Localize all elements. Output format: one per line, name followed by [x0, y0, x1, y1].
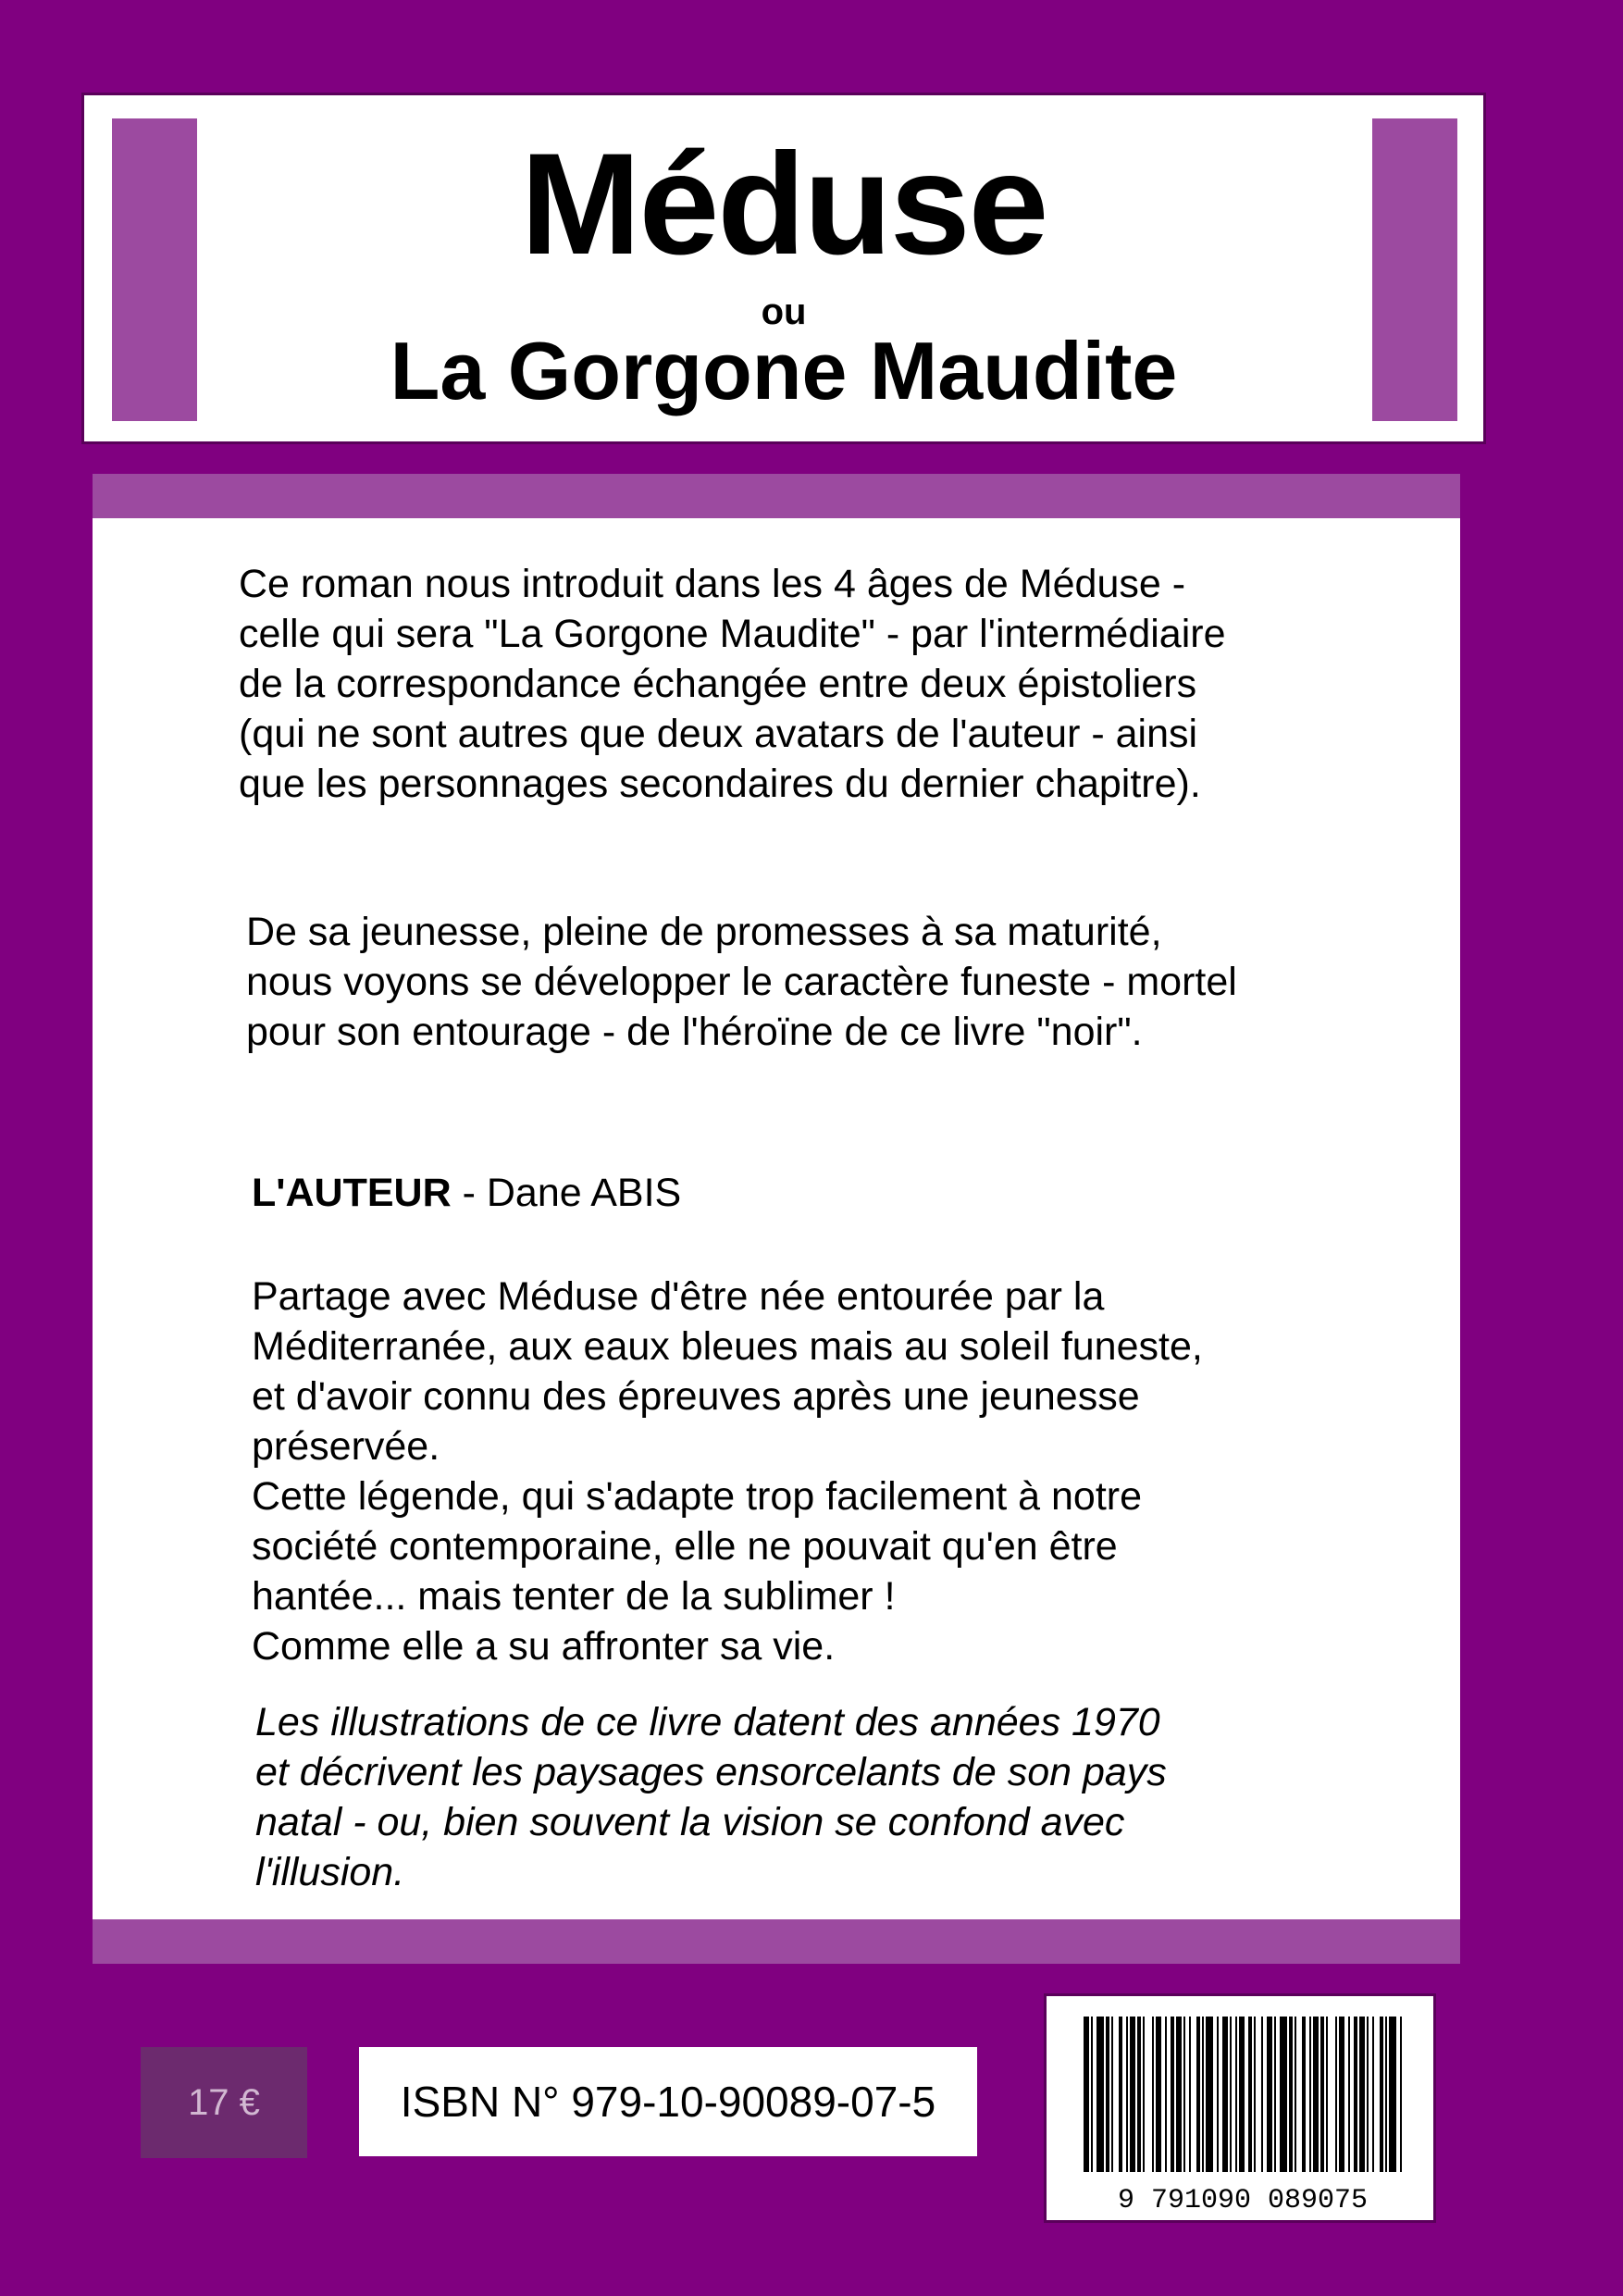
barcode-bar [1130, 2017, 1135, 2172]
barcode-bar [1091, 2017, 1093, 2172]
barcode-bar [1156, 2017, 1161, 2172]
barcode-bar [1274, 2017, 1276, 2172]
isbn-label: ISBN N° 979-10-90089-07-5 [359, 2047, 977, 2156]
barcode [1044, 1993, 1436, 2223]
barcode-bar [1171, 2017, 1174, 2172]
barcode-bar [1126, 2017, 1128, 2172]
barcode-bar [1354, 2017, 1357, 2172]
barcode-bar [1295, 2017, 1296, 2172]
barcode-bar [1202, 2017, 1204, 2172]
barcode-bar [1189, 2017, 1191, 2172]
barcode-bar [1309, 2017, 1311, 2172]
illustrations-note: Les illustrations de ce livre datent des années 1970 et décrivent les paysages ensorcelants de son pays natal - ou, bien souvent la vision se confond avec l'illusion. [255, 1700, 1167, 1894]
barcode-bar [1235, 2017, 1237, 2172]
barcode-bar [1111, 2017, 1113, 2172]
barcode-bar [1348, 2017, 1350, 2172]
summary-panel [93, 474, 1460, 1964]
barcode-bar [1380, 2017, 1383, 2172]
barcode-bar [1106, 2017, 1109, 2172]
author-bio: Partage avec Méduse d'être née entourée par la Méditerranée, aux eaux bleues mais au soleil funeste, et d'avoir connu des épreuves après une jeunesse préservée. Cette légende, qui s'adapte trop facilement à notre société contemporaine, elle ne pouvait qu'en être hantée... mais tenter de la sublimer ! Comme elle a su affronter sa vie. [252, 1274, 1203, 1669]
author-name: - Dane ABIS [451, 1171, 682, 1215]
barcode-bar [1119, 2017, 1122, 2172]
barcode-bar [1152, 2017, 1154, 2172]
barcode-bar [1339, 2017, 1344, 2172]
barcode-bar [1400, 2017, 1402, 2172]
barcode-bar [1359, 2017, 1365, 2172]
synopsis-paragraph-2: De sa jeunesse, pleine de promesses à sa maturité, nous voyons se développer le caractère funeste - mortel pour son entourage - de l'héroïne de ce livre "noir". [246, 910, 1237, 1054]
barcode-bar [1289, 2017, 1293, 2172]
barcode-bar [1206, 2017, 1213, 2172]
barcode-bar [1261, 2017, 1263, 2172]
barcode-bar [1143, 2017, 1145, 2172]
barcode-bar [1222, 2017, 1228, 2172]
barcode-bar [1239, 2017, 1245, 2172]
barcode-bar [1176, 2017, 1182, 2172]
barcode-bar [1302, 2017, 1306, 2172]
author-heading [252, 1168, 1418, 1218]
author-label: L'AUTEUR [252, 1171, 452, 1215]
barcode-bar [1280, 2017, 1287, 2172]
barcode-bar [1320, 2017, 1324, 2172]
title-box [81, 93, 1486, 444]
barcode-bar [1254, 2017, 1256, 2172]
barcode-bar [1313, 2017, 1319, 2172]
barcode-bar [1326, 2017, 1328, 2172]
book-title: Méduse [520, 124, 1047, 285]
barcode-bar [1137, 2017, 1141, 2172]
barcode-bar [1367, 2017, 1369, 2172]
barcode-bar [1385, 2017, 1387, 2172]
barcode-bar [1230, 2017, 1232, 2172]
panel-band-top [93, 474, 1460, 518]
barcode-bar [1267, 2017, 1272, 2172]
barcode-bar [1165, 2017, 1167, 2172]
barcode-bar [1196, 2017, 1200, 2172]
panel-band-bottom [93, 1919, 1460, 1964]
book-subtitle: La Gorgone Maudite [390, 325, 1178, 416]
barcode-digits: 9 791090 089075 [1117, 2185, 1369, 2216]
barcode-bar [1389, 2017, 1396, 2172]
title-connector: ou [761, 292, 807, 332]
synopsis-paragraph: Ce roman nous introduit dans les 4 âges de Méduse - celle qui sera "La Gorgone Maudite" - par l'intermédiaire de la correspondance échangée entre deux épistoliers (qui ne sont autres que deux avatars de l'auteur - ainsi que les personnages secondaires du dernier chapitre). [239, 562, 1226, 806]
barcode-bar [1372, 2017, 1374, 2172]
barcode-bar [1084, 2017, 1089, 2172]
barcode-bar [1217, 2017, 1219, 2172]
barcode-graphic [1047, 1996, 1439, 2226]
barcode-bar [1183, 2017, 1185, 2172]
barcode-bar [1335, 2017, 1337, 2172]
barcode-bar [1096, 2017, 1104, 2172]
barcode-bar [1248, 2017, 1252, 2172]
price-badge: 17 € [141, 2047, 307, 2158]
